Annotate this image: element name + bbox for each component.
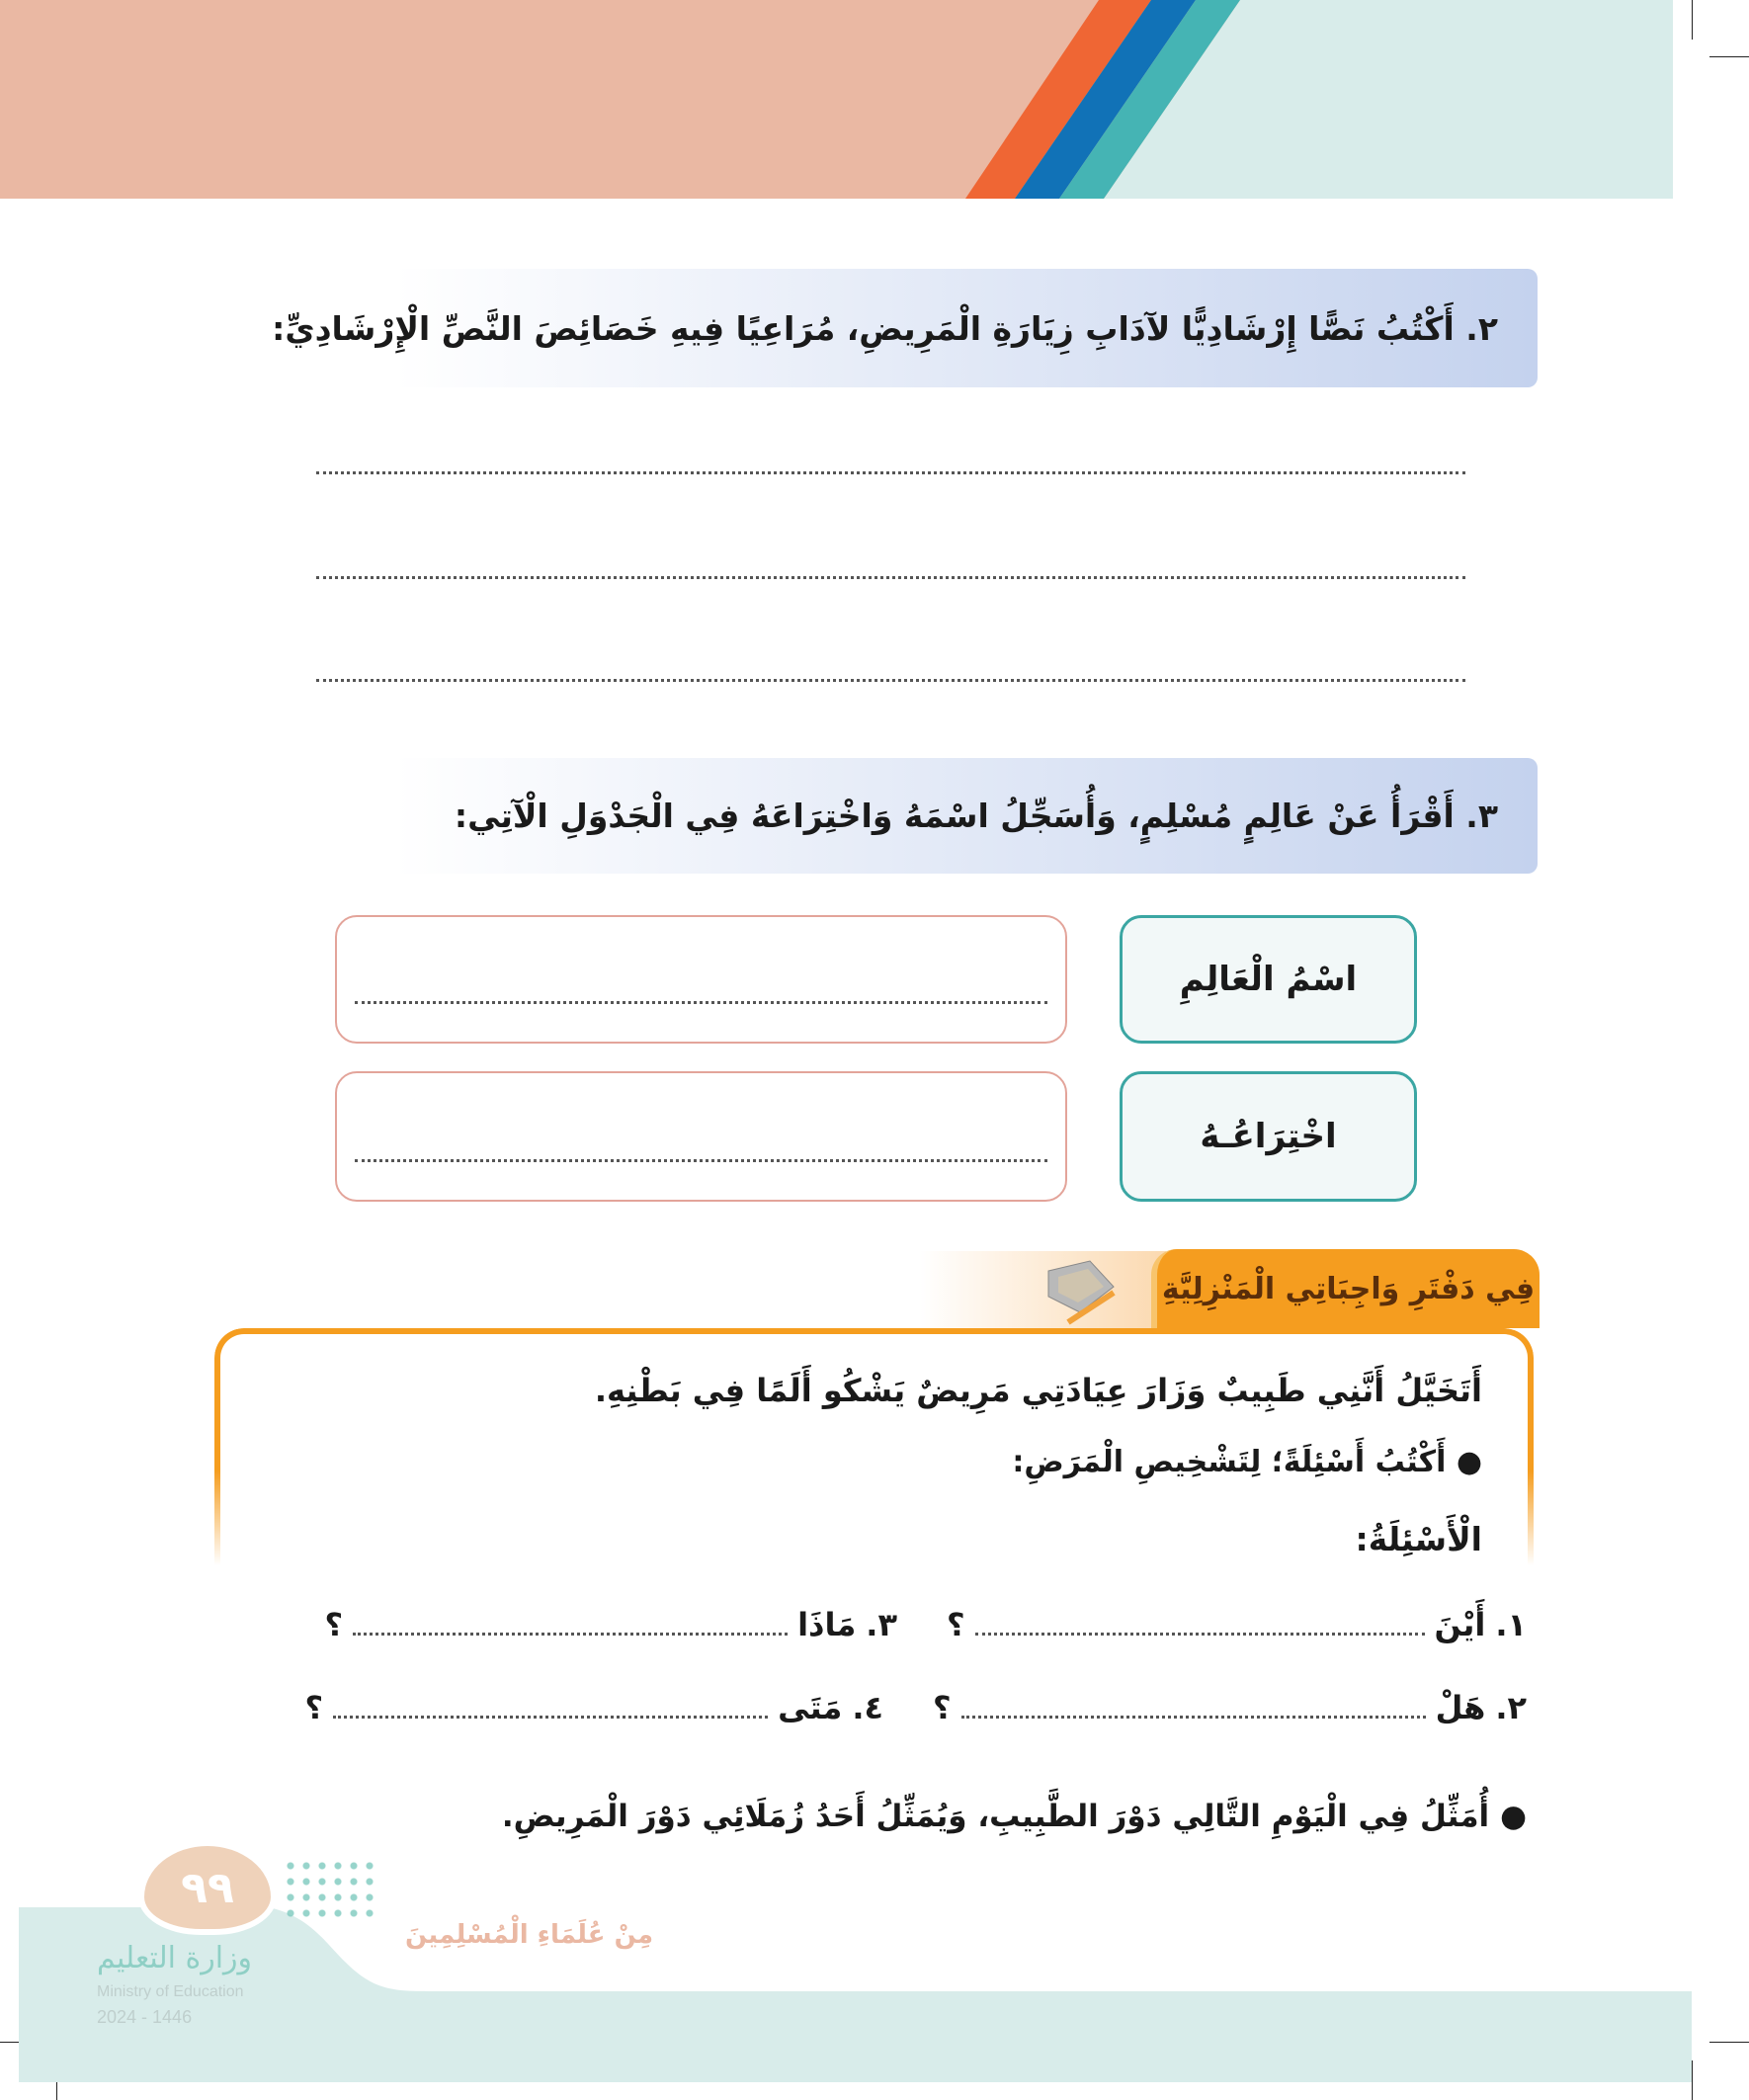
ministry-logo-dots <box>283 1858 377 1917</box>
crop-mark <box>1709 56 1749 57</box>
scientist-name-label: اسْمُ الْعَالِمِ <box>1120 915 1417 1044</box>
bullet-role-play: ● أُمَثِّلُ فِي الْيَوْمِ التَّالِي دَوْرَ الطَّبِيبِ، وَيُمَثِّلُ أَحَدُ زُمَلَائِي دَوْرَ الْمَرِيضِ. <box>501 1799 1527 1834</box>
invention-input[interactable] <box>335 1071 1067 1202</box>
crop-mark <box>1692 2060 1693 2100</box>
ministry-name-ar: وزارة التعليم <box>97 1941 253 1975</box>
ministry-name-en: Ministry of Education <box>97 1983 244 2000</box>
questions-heading: الْأَسْئِلَةُ: <box>1355 1520 1482 1558</box>
answer-line[interactable] <box>333 1716 768 1719</box>
scientist-name-input[interactable] <box>335 915 1067 1044</box>
unit-title: مِنْ عُلَمَاءِ الْمُسْلِمِينَ <box>405 1920 654 1950</box>
page-number-badge: ٩٩ <box>138 1840 277 1935</box>
answer-line[interactable] <box>316 471 1465 474</box>
edition-year: 2024 - 1446 <box>97 2007 193 2027</box>
answer-line[interactable] <box>316 679 1465 682</box>
answer-line[interactable] <box>975 1633 1425 1636</box>
bullet-write-questions: ● أَكْتُبُ أَسْئِلَةً؛ لِتَشْخِيصِ الْمَرَضِ: <box>1012 1445 1482 1479</box>
crop-mark <box>1692 0 1693 40</box>
question-2-prompt: ٢. أَكْتُبُ نَصًّا إِرْشَادِيًّا لآدَابِ زِيَارَةِ الْمَرِيضِ، مُرَاعِيًا فِيهِ خَصَائِصَ النَّصِّ الْإِرْشَادِيِّ: <box>272 308 1498 348</box>
question-2-banner <box>268 269 1538 387</box>
question-3-prompt: ٣. أَقْرَأُ عَنْ عَالِمٍ مُسْلِمٍ، وَأُسَجِّلُ اسْمَهُ وَاخْتِرَاعَهُ فِي الْجَدْوَلِ الْآتِي: <box>454 797 1498 835</box>
header-stripes <box>0 0 1673 199</box>
answer-line[interactable] <box>316 576 1465 579</box>
question-3-banner <box>268 758 1538 874</box>
question-row-1: ١. أَيْنَ ؟ ٣. مَاذَا ؟ <box>324 1606 1527 1643</box>
invention-label: اخْتِرَاعُـهُ <box>1120 1071 1417 1202</box>
answer-line[interactable] <box>353 1633 788 1636</box>
homework-header: فِي دَفْتَرِ وَاجِبَاتِي الْمَنْزِلِيَّةِ <box>1151 1249 1540 1328</box>
scenario-text: أَتَخَيَّلُ أَنَّنِي طَبِيبٌ وَزَارَ عِيَادَتِي مَرِيضٌ يَشْكُو أَلَمًا فِي بَطْنِهِ. <box>594 1372 1482 1409</box>
answer-line[interactable] <box>961 1716 1426 1719</box>
notebook-pencil-icon <box>1041 1257 1122 1326</box>
question-row-2: ٢. هَلْ ؟ ٤. مَتَى ؟ <box>304 1689 1527 1726</box>
page-header-band <box>0 0 1673 199</box>
crop-mark <box>1709 2042 1749 2043</box>
